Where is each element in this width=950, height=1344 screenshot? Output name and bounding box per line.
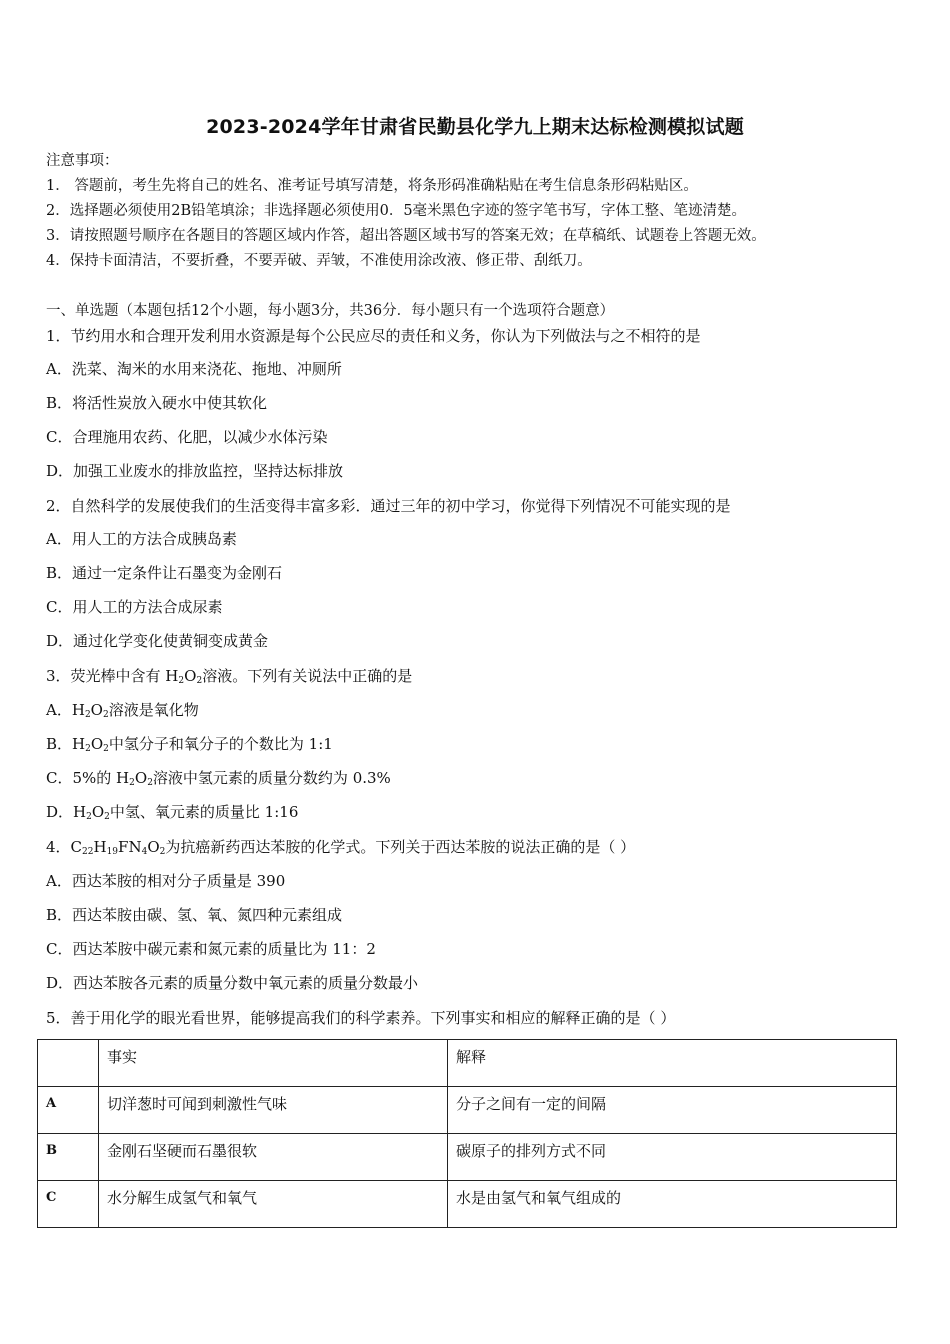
question-2-stem: 2．自然科学的发展使我们的生活变得丰富多彩．通过三年的初中学习，你觉得下列情况不可能实现的是 — [46, 497, 731, 515]
note-item: 1． 答题前，考生先将自己的姓名、准考证号填写清楚，将条形码准确粘贴在考生信息条形码粘贴区。 — [46, 178, 698, 194]
question-5-table — [37, 1039, 897, 1228]
table-cell-explanation: 水是由氢气和氧气组成的 — [448, 1181, 897, 1228]
question-3-option-b: B．$H_2O_2$中氢分子和氧分子的个数比为 1:1 — [46, 735, 333, 754]
table-header-cell: 解释 — [448, 1040, 897, 1087]
question-1-stem: 1．节约用水和合理开发利用水资源是每个公民应尽的责任和义务，你认为下列做法与之不相符的是 — [46, 327, 701, 345]
question-2-option-d: D．通过化学变化使黄铜变成黄金 — [46, 632, 269, 650]
table-row — [38, 1087, 897, 1134]
table-cell-label: C — [38, 1181, 99, 1228]
table-cell-label: A — [38, 1087, 99, 1134]
question-4-option-c: C．西达苯胺中碳元素和氮元素的质量比为 11：2 — [46, 940, 376, 958]
table-header-row — [38, 1040, 897, 1087]
question-3-stem: 3．荧光棒中含有 $H_2O_2$溶液。下列有关说法中正确的是 — [46, 667, 413, 686]
question-1-option-d: D．加强工业废水的排放监控，坚持达标排放 — [46, 462, 344, 480]
table-cell-fact: 水分解生成氢气和氧气 — [99, 1181, 448, 1228]
table-cell-explanation: 碳原子的排列方式不同 — [448, 1134, 897, 1181]
question-1-option-a: A．洗菜、淘米的水用来浇花、拖地、冲厕所 — [46, 360, 342, 378]
table-cell-fact: 切洋葱时可闻到刺激性气味 — [99, 1087, 448, 1134]
table-row — [38, 1181, 897, 1228]
question-3-option-c: C．5%的 $H_2O_2$溶液中氢元素的质量分数约为 0.3% — [46, 769, 391, 788]
question-2-option-c: C．用人工的方法合成尿素 — [46, 598, 223, 616]
notes-heading: 注意事项： — [46, 153, 119, 169]
table-header-cell: 事实 — [99, 1040, 448, 1087]
table-cell-explanation: 分子之间有一定的间隔 — [448, 1087, 897, 1134]
question-2-option-a: A．用人工的方法合成胰岛素 — [46, 530, 237, 548]
question-2-option-b: B．通过一定条件让石墨变为金刚石 — [46, 564, 283, 582]
question-4-option-b: B．西达苯胺由碳、氢、氧、氮四种元素组成 — [46, 906, 343, 924]
question-5-stem: 5．善于用化学的眼光看世界，能够提高我们的科学素养。下列事实和相应的解释正确的是（ ） — [46, 1009, 676, 1027]
page-title: 2023-2024学年甘肃省民勤县化学九上期末达标检测模拟试题 — [206, 116, 744, 138]
question-4-option-a: A．西达苯胺的相对分子质量是 390 — [46, 872, 286, 890]
table-row — [38, 1134, 897, 1181]
question-3-option-d: D．$H_2O_2$中氢、氧元素的质量比 1:16 — [46, 803, 299, 822]
question-1-option-b: B．将活性炭放入硬水中使其软化 — [46, 394, 268, 412]
note-item: 4．保持卡面清洁，不要折叠，不要弄破、弄皱，不准使用涂改液、修正带、刮纸刀。 — [46, 253, 592, 269]
question-4-option-d: D．西达苯胺各元素的质量分数中氧元素的质量分数最小 — [46, 974, 419, 992]
table-header-cell — [38, 1040, 99, 1087]
question-3-option-a: A．$H_2O_2$溶液是氧化物 — [46, 701, 199, 720]
table-cell-fact: 金刚石坚硬而石墨很软 — [99, 1134, 448, 1181]
question-1-option-c: C．合理施用农药、化肥，以减少水体污染 — [46, 428, 328, 446]
table-cell-label: B — [38, 1134, 99, 1181]
note-item: 3．请按照题号顺序在各题目的答题区域内作答，超出答题区域书写的答案无效；在草稿纸、试题卷上答题无效。 — [46, 228, 766, 244]
question-4-stem: 4．$C_{22}H_{19}FN_4O_2$为抗癌新药西达苯胺的化学式。下列关于西达苯胺的说法正确的是（ ） — [46, 838, 636, 857]
section-heading: 一、单选题（本题包括12个小题，每小题3分，共36分．每小题只有一个选项符合题意） — [46, 303, 615, 319]
note-item: 2．选择题必须使用2B铅笔填涂；非选择题必须使用0．5毫米黑色字迹的签字笔书写，字体工整、笔迹清楚。 — [46, 203, 747, 219]
